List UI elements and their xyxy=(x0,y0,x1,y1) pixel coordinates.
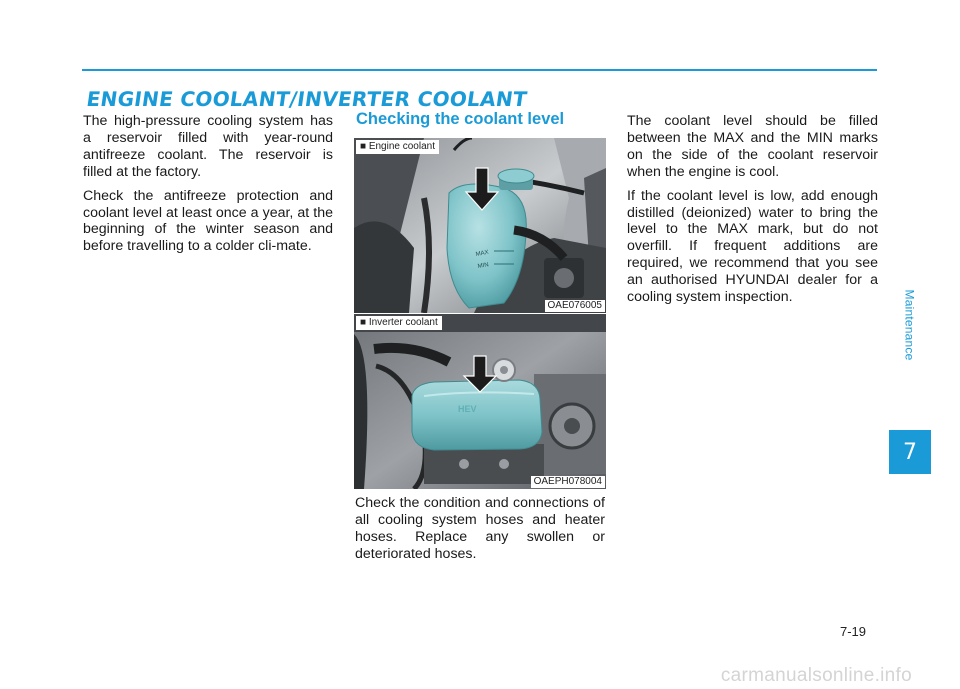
paragraph: The coolant level should be filled between the MAX and the MIN marks on the side of the coolant reservoir when the engine is cool. xyxy=(627,113,878,180)
header-rule xyxy=(82,69,877,71)
max-mark-label: MAX xyxy=(475,249,490,258)
side-tab-maintenance: Maintenance xyxy=(902,289,917,361)
inverter-bay-illustration xyxy=(354,314,606,489)
subheading-checking-coolant: Checking the coolant level xyxy=(356,110,565,128)
figure-code: OAE076005 xyxy=(545,300,606,312)
paragraph: Check the antifreeze protection and coolant level at least once a year, at the beginning of the winter season and before travelling to a colder cli-mate. xyxy=(83,187,333,255)
engine-coolant-photo xyxy=(354,138,606,313)
chapter-tab: 7 xyxy=(889,430,931,474)
paragraph: The high-pressure cooling system has a reservoir filled with year-round antifreeze coolant. The reservoir is filled at the factory. xyxy=(83,113,333,180)
section-title: ENGINE COOLANT/INVERTER COOLANT xyxy=(85,87,529,111)
middle-column-text xyxy=(355,495,605,570)
inverter-coolant-photo xyxy=(354,314,606,489)
left-column xyxy=(83,113,333,262)
page-number: 7-19 xyxy=(840,624,867,639)
min-mark-label: MIN xyxy=(477,262,490,270)
figure-code: OAEPH078004 xyxy=(531,476,605,488)
hev-logo-label: HEV xyxy=(458,404,477,414)
engine-bay-illustration xyxy=(354,138,606,313)
figure-caption: ■ Inverter coolant xyxy=(356,316,442,330)
paragraph: If the coolant level is low, add enough distilled (deionized) water to bring the level to the MAX mark, but do not overfill. If frequent additions are required, we recommend that you see an authorised HYUNDAI dealer for a cooling system inspection. xyxy=(627,187,878,306)
right-column xyxy=(627,113,878,313)
paragraph: Check the condition and connections of all cooling system hoses and heater hoses. Replace any swollen or deteriorated hoses. xyxy=(355,495,605,562)
watermark-link[interactable]: carmanualsonline.info xyxy=(0,662,960,689)
figure-caption: ■ Engine coolant xyxy=(356,140,439,154)
